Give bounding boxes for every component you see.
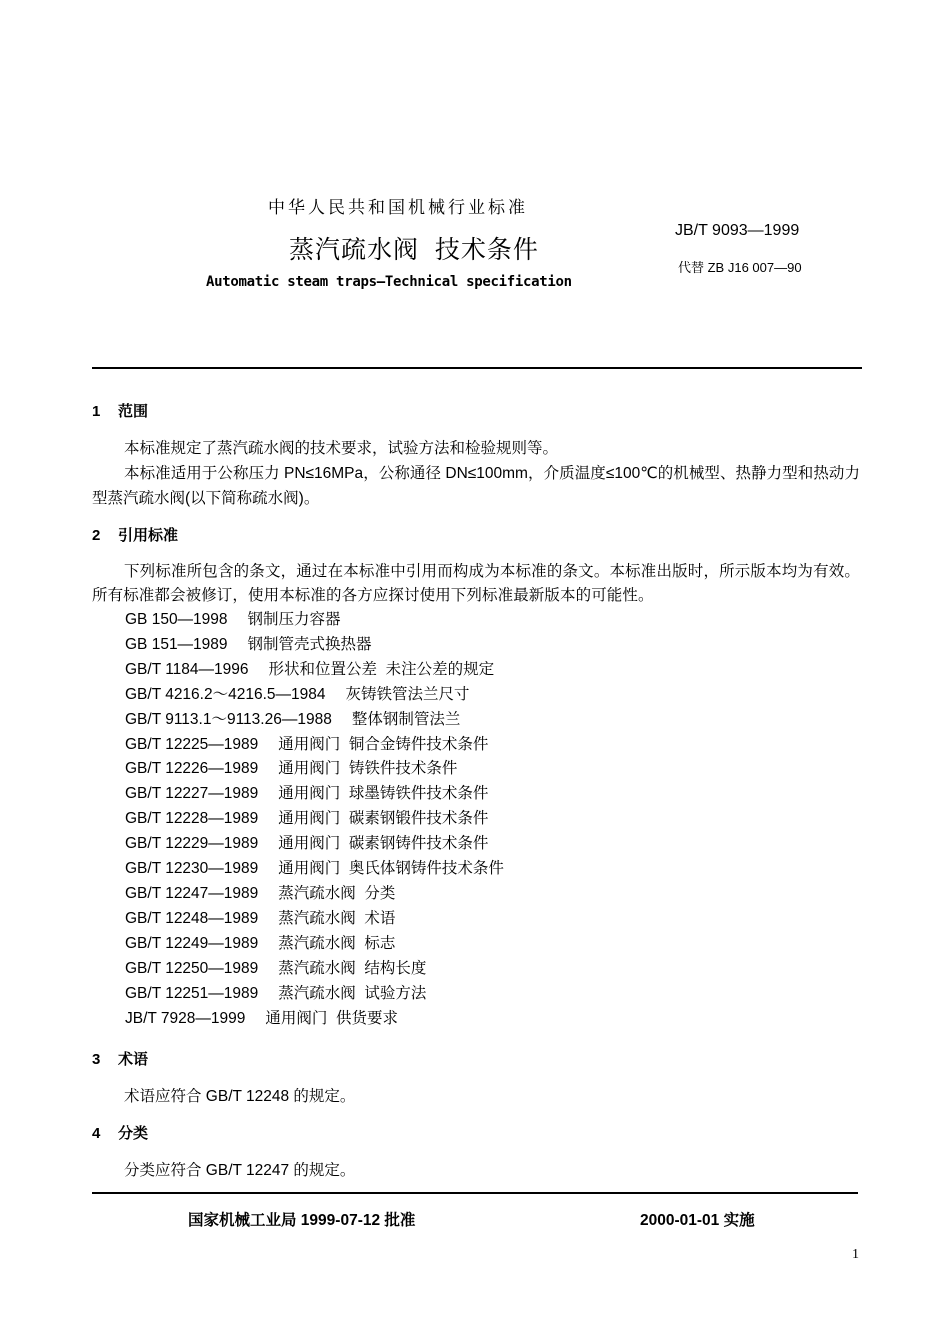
reference-code: GB/T 12251—1989 [125, 984, 259, 1002]
section-4-number: 4 [92, 1125, 101, 1142]
reference-name: 形状和位置公差 未注公差的规定 [268, 660, 495, 678]
reference-code: GB/T 12250—1989 [125, 959, 259, 977]
reference-code: GB/T 9113.1～9113.26—1988 [125, 710, 332, 728]
effective-date: 2000-01-01 实施 [640, 1212, 755, 1229]
reference-item [125, 608, 504, 633]
reference-item [125, 957, 504, 982]
section-4-title: 分类 [118, 1125, 149, 1142]
reference-item [125, 982, 504, 1007]
reference-item [125, 907, 504, 932]
section-1-paragraph-2: 本标准适用于公称压力 PN≤16MPa，公称通径 DN≤100mm，介质温度≤100℃的机械型、热静力型和热动力型蒸汽疏水阀(以下简称疏水阀)。 [92, 465, 860, 507]
reference-name: 钢制压力容器 [247, 611, 341, 628]
approval-statement: 国家机械工业局 1999-07-12 批准 [188, 1212, 416, 1229]
section-3-number: 3 [92, 1051, 101, 1068]
reference-name: 通用阀门 铜合金铸件技术条件 [278, 735, 489, 753]
reference-name: 通用阀门 球墨铸铁件技术条件 [278, 785, 489, 803]
reference-code: GB/T 12226—1989 [125, 760, 259, 778]
reference-item [125, 658, 504, 683]
reference-name: 通用阀门 碳素钢锻件技术条件 [278, 810, 489, 828]
reference-name: 通用阀门 铸铁件技术条件 [278, 760, 458, 778]
reference-code: GB/T 12228—1989 [125, 810, 259, 828]
reference-name: 蒸汽疏水阀 试验方法 [278, 984, 427, 1002]
reference-name: 钢制管壳式换热器 [247, 635, 372, 653]
section-1-paragraph-1: 本标准规定了蒸汽疏水阀的技术要求，试验方法和检验规则等。 [124, 440, 559, 457]
reference-name: 蒸汽疏水阀 标志 [278, 934, 396, 952]
reference-code: GB/T 12249—1989 [125, 934, 259, 952]
reference-item [125, 1007, 504, 1032]
reference-name: 整体钢制管法兰 [351, 710, 461, 728]
reference-name: 通用阀门 供货要求 [265, 1009, 398, 1027]
standard-number: JB/T 9093—1999 [675, 222, 800, 239]
section-4-heading [92, 1122, 148, 1143]
section-2-paragraph-1: 下列标准所包含的条文，通过在本标准中引用而构成为本标准的条文。本标准出版时，所示版本均为有效。所有标准都会被修订，使用本标准的各方应探讨使用下列标准最新版本的可能性。 [92, 563, 860, 604]
reference-name: 蒸汽疏水阀 结构长度 [278, 959, 427, 977]
reference-code: GB/T 12227—1989 [125, 785, 259, 803]
header-divider [92, 367, 862, 369]
reference-item [125, 807, 504, 832]
reference-code: GB/T 1184—1996 [125, 660, 249, 678]
reference-name: 通用阀门 奥氏体钢铸件技术条件 [278, 860, 504, 878]
reference-item [125, 882, 504, 907]
reference-item [125, 733, 504, 758]
section-4-paragraph-1: 分类应符合 GB/T 12247 的规定。 [124, 1162, 356, 1179]
section-1-title: 范围 [118, 403, 149, 420]
reference-code: GB 150—1998 [125, 611, 228, 628]
section-2-number: 2 [92, 527, 101, 544]
reference-item [125, 832, 504, 857]
footer-divider [92, 1192, 858, 1194]
reference-item [125, 757, 504, 782]
section-1-number: 1 [92, 403, 101, 420]
section-2-heading [92, 524, 178, 545]
reference-code: GB/T 12230—1989 [125, 860, 259, 878]
reference-code: GB/T 4216.2～4216.5—1984 [125, 685, 326, 703]
section-1-heading [92, 400, 148, 421]
reference-code: GB/T 12225—1989 [125, 735, 259, 753]
reference-item [125, 857, 504, 882]
reference-code: GB/T 12229—1989 [125, 835, 259, 853]
reference-name: 蒸汽疏水阀 分类 [278, 884, 396, 902]
document-title-cn: 蒸汽疏水阀 技术条件 [289, 236, 539, 264]
reference-name: 通用阀门 碳素钢铸件技术条件 [278, 835, 489, 853]
replaces-standard: 代替 ZB J16 007—90 [678, 260, 802, 275]
national-standard-heading: 中华人民共和国机械行业标准 [268, 198, 528, 217]
reference-item [125, 633, 504, 658]
reference-item [125, 708, 504, 733]
section-3-title: 术语 [118, 1051, 149, 1068]
reference-list [125, 608, 504, 1031]
reference-code: JB/T 7928—1999 [125, 1009, 246, 1027]
reference-name: 灰铸铁管法兰尺寸 [345, 685, 470, 703]
document-title-en: Automatic steam traps—Technical specification [206, 274, 572, 290]
reference-item [125, 932, 504, 957]
reference-item [125, 782, 504, 807]
page-number: 1 [852, 1247, 859, 1262]
reference-code: GB/T 12248—1989 [125, 909, 259, 927]
section-3-paragraph-1: 术语应符合 GB/T 12248 的规定。 [124, 1088, 356, 1105]
section-3-heading [92, 1048, 148, 1069]
reference-name: 蒸汽疏水阀 术语 [278, 909, 396, 927]
reference-code: GB/T 12247—1989 [125, 884, 259, 902]
section-2-title: 引用标准 [118, 527, 179, 544]
reference-code: GB 151—1989 [125, 635, 228, 653]
reference-item [125, 683, 504, 708]
